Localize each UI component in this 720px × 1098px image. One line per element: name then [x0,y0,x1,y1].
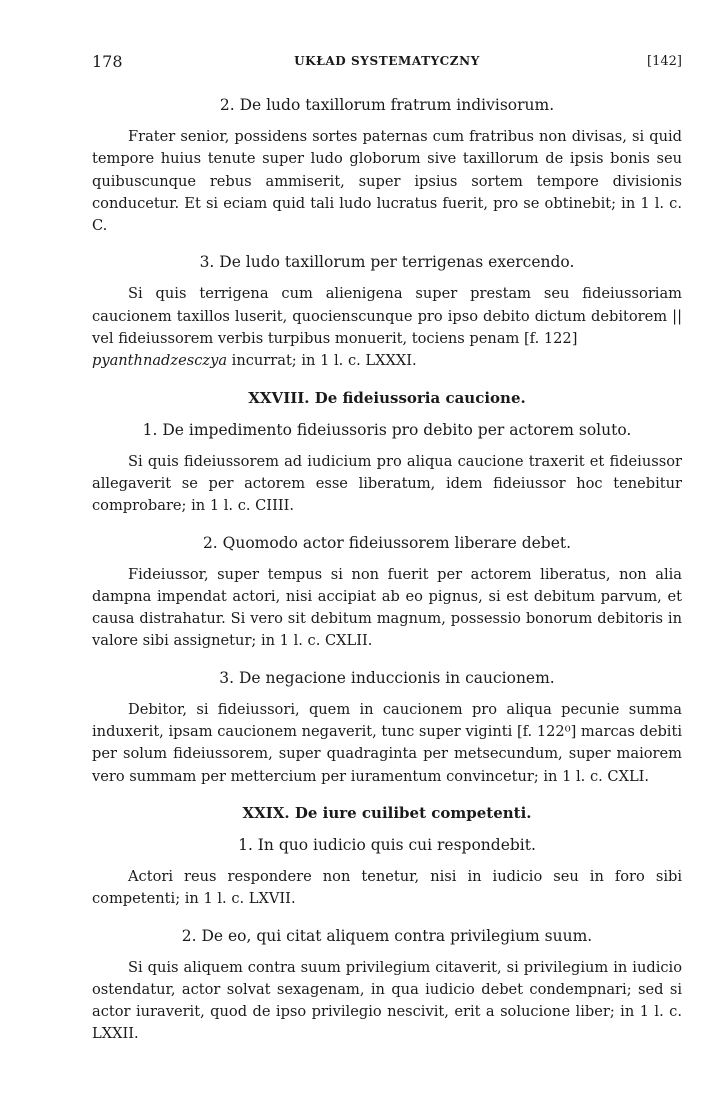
section-heading: 1. In quo iudicio quis cui respondebit. [238,835,536,854]
section-heading: 2. De eo, qui citat aliquem contra privilegium suum. [181,926,593,945]
paragraph: Si quis aliquem contra suum privilegium citaverit, si privilegium in iudicio ostendatur, actor solvat sexagenam, in qua iudicio debet condempnari; sed si actor iuraverit, quod de ipso privilegio nescivit, erit a solucione liber; in 1 l. c. LXXII. [92,958,682,1043]
chapter-title: XXVIII. De fideiussoria caucione. [248,388,526,407]
paragraph-text: incurrat; in 1 l. c. LXXXI. [227,352,417,370]
paragraph: Fideiussor, super tempus si non fuerit per actorem liberatus, non alia dampna impendat actori, nisi accipiat ab eo pignus, si est debitum parvum, et causa distrahatur. Si vero sit debitum magnum, possessio bonorum debitoris in valore sibi assignetur; in 1 l. c. CXLII. [92,565,682,650]
page-body [92,94,682,1060]
paragraph: Si quis fideiussorem ad iudicium pro aliqua caucione traxerit et fideiussor allegaverit se per actorem esse liberatum, idem fideiussor hoc tenebitur comprobare; in 1 l. c. CIIII. [92,452,682,515]
section-heading: 3. De ludo taxillorum per terrigenas exercendo. [199,253,575,272]
page-number: 178 [92,52,123,71]
page-header [92,52,682,76]
paragraph-text: Si quis terrigena cum alienigena super prestam seu fideiussoriam caucionem taxillos luserit, quocienscunque pro ipso debito dictum debitorem || vel fideiussorem verbis turpibus monuerit, tociens penam [f. 122] [92,285,682,348]
folio-reference: [142] [647,54,682,69]
section-heading: 2. Quomodo actor fideiussorem liberare debet. [202,533,572,552]
polish-term: pyanthnadzesczya [92,352,228,370]
paragraph: Frater senior, possidens sortes paternas cum fratribus non divisas, si quid tempore huius tenute super ludo globorum sive taxillorum de ipsis bonis seu quibuscunque rebus ammiserit, super ipsius sortem tempore divisionis conducetur. Et si eciam quid tali ludo lucratus fuerit, pro se obtinebit; in 1 l. c. C. [92,128,682,235]
chapter-title: XXIX. De iure cuilibet competenti. [242,803,532,822]
section-heading: 2. De ludo taxillorum fratrum indivisorum. [219,96,555,114]
paragraph: Actori reus respondere non tenetur, nisi in iudicio seu in foro sibi competenti; in 1 l. c. LXVII. [92,867,682,908]
section-heading: 1. De impedimento fideiussoris pro debito per actorem soluto. [142,420,632,439]
paragraph [92,283,682,372]
running-title: UKŁAD SYSTEMATYCZNY [294,54,480,68]
section-heading: 3. De negacione induccionis in caucionem. [219,668,555,687]
paragraph: Debitor, si fideiussori, quem in caucionem pro aliqua pecunie summa induxerit, ipsam caucionem negaverit, tunc super viginti [f. 122⁰] marcas debiti per solum fideiussorem, super quadraginta per metsecundum, super maiorem vero summam per mettercium per iuramentum convincetur; in 1 l. c. CXLI. [92,700,682,785]
